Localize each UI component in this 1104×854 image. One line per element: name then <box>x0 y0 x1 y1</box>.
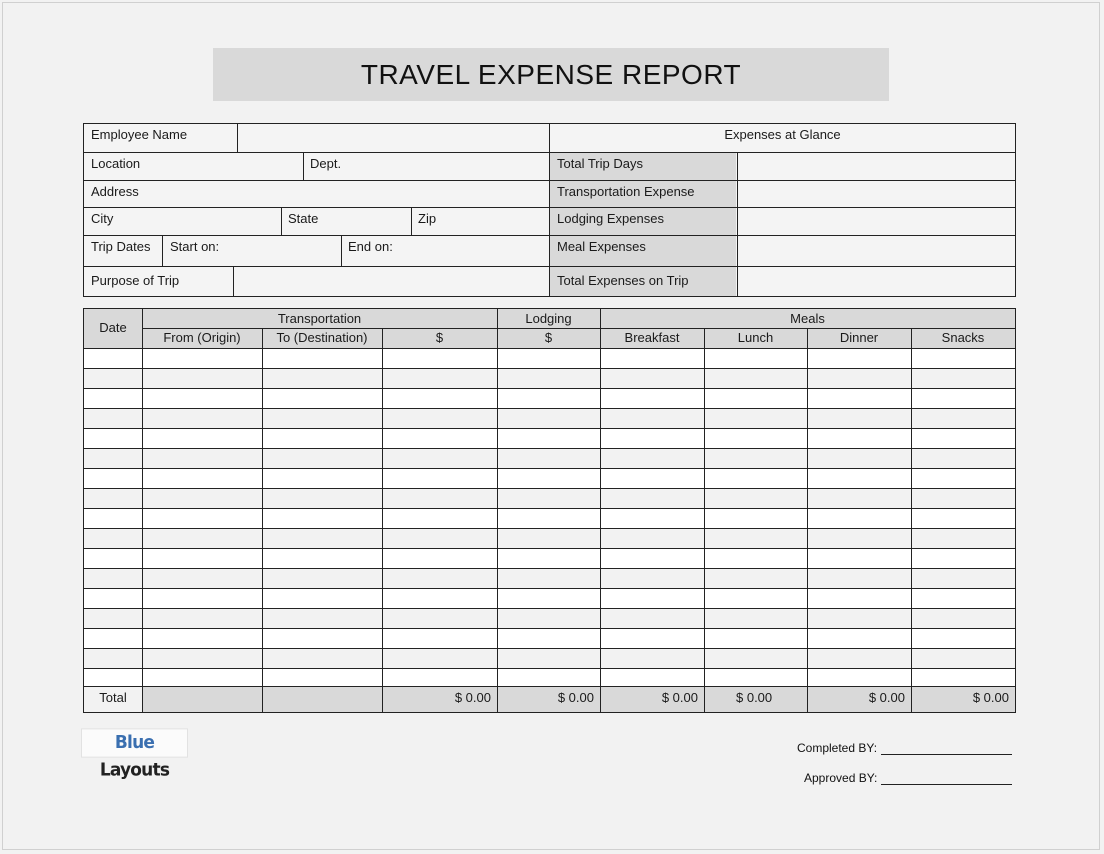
glance-total-trip-days-label: Total Trip Days <box>557 156 643 171</box>
expense-table <box>83 308 1016 713</box>
table-row[interactable] <box>84 548 1015 568</box>
total-lodging: $ 0.00 <box>557 690 594 705</box>
completed-by-label: Completed BY: <box>797 741 878 755</box>
state-label: State <box>288 211 319 226</box>
col-meals-header: Meals <box>790 311 825 326</box>
total-snacks: $ 0.00 <box>972 690 1009 705</box>
table-row[interactable] <box>84 648 1015 668</box>
table-row[interactable] <box>84 668 1015 686</box>
row-divider <box>84 548 1015 549</box>
completed-by-field[interactable] <box>881 742 1012 755</box>
table-row[interactable] <box>84 588 1015 608</box>
table-row[interactable] <box>84 388 1015 408</box>
location-label: Location <box>91 156 141 171</box>
table-row[interactable] <box>84 448 1015 468</box>
row-divider <box>84 568 1015 569</box>
table-row[interactable] <box>84 428 1015 448</box>
table-row[interactable] <box>84 348 1015 368</box>
table-row[interactable] <box>84 368 1015 388</box>
col-from-header: From (Origin) <box>163 330 241 345</box>
row-divider <box>84 368 1015 369</box>
row-divider <box>84 468 1015 469</box>
purpose-label: Purpose of Trip <box>91 273 180 288</box>
col-lunch-header: Lunch <box>737 330 774 345</box>
col-dinner-header: Dinner <box>839 330 879 345</box>
end-date-label: End on: <box>348 239 393 254</box>
col-transport-amount-header: $ <box>435 330 444 345</box>
dept-label: Dept. <box>310 156 342 171</box>
col-lodging-header: Lodging <box>525 311 572 326</box>
table-row[interactable] <box>84 468 1015 488</box>
row-divider <box>84 588 1015 589</box>
glance-header: Expenses at Glance <box>724 127 841 142</box>
glance-value-area[interactable] <box>737 152 1015 296</box>
row-divider <box>84 648 1015 649</box>
table-row[interactable] <box>84 608 1015 628</box>
glance-meal-label: Meal Expenses <box>557 239 646 254</box>
row-divider <box>84 488 1015 489</box>
row-divider <box>84 448 1015 449</box>
approved-by-label: Approved BY: <box>804 771 878 785</box>
approved-by <box>804 771 1012 785</box>
completed-by <box>797 741 1012 755</box>
glance-lodging-label: Lodging Expenses <box>557 211 664 226</box>
row-divider <box>84 608 1015 609</box>
row-divider <box>84 668 1015 669</box>
col-transportation-header: Transportation <box>277 311 362 326</box>
table-row[interactable] <box>84 628 1015 648</box>
total-dinner: $ 0.00 <box>868 690 905 705</box>
total-breakfast: $ 0.00 <box>661 690 698 705</box>
table-row[interactable] <box>84 488 1015 508</box>
table-row[interactable] <box>84 408 1015 428</box>
trip-dates-label: Trip Dates <box>91 239 151 254</box>
total-label: Total <box>99 690 127 705</box>
row-divider <box>84 408 1015 409</box>
col-to-header: To (Destination) <box>276 330 368 345</box>
row-divider <box>84 508 1015 509</box>
table-row[interactable] <box>84 528 1015 548</box>
zip-label: Zip <box>418 211 437 226</box>
row-divider <box>84 528 1015 529</box>
total-lunch: $ 0.00 <box>736 690 773 705</box>
row-divider <box>84 628 1015 629</box>
total-transport: $ 0.00 <box>454 690 491 705</box>
col-lodging-amount-header: $ <box>544 330 553 345</box>
start-date-label: Start on: <box>170 239 220 254</box>
city-label: City <box>91 211 114 226</box>
report-title: TRAVEL EXPENSE REPORT <box>213 48 889 101</box>
row-divider <box>84 428 1015 429</box>
logo-part-layouts: Layouts <box>99 759 170 781</box>
employee-name-field[interactable] <box>237 124 549 152</box>
glance-transportation-label: Transportation Expense <box>557 184 695 199</box>
col-snacks-header: Snacks <box>941 330 985 345</box>
purpose-field[interactable] <box>234 267 549 296</box>
address-label: Address <box>91 184 139 199</box>
row-divider <box>84 388 1015 389</box>
table-row[interactable] <box>84 508 1015 528</box>
col-breakfast-header: Breakfast <box>624 330 680 345</box>
col-date-header: Date <box>99 320 127 335</box>
glance-total-expenses-label: Total Expenses on Trip <box>557 273 689 288</box>
approved-by-field[interactable] <box>881 772 1012 785</box>
employee-info-grid <box>83 123 1016 297</box>
blue-layouts-logo <box>81 728 188 781</box>
logo-part-blue: Blue <box>114 732 155 754</box>
table-row[interactable] <box>84 568 1015 588</box>
employee-name-label: Employee Name <box>91 127 188 142</box>
